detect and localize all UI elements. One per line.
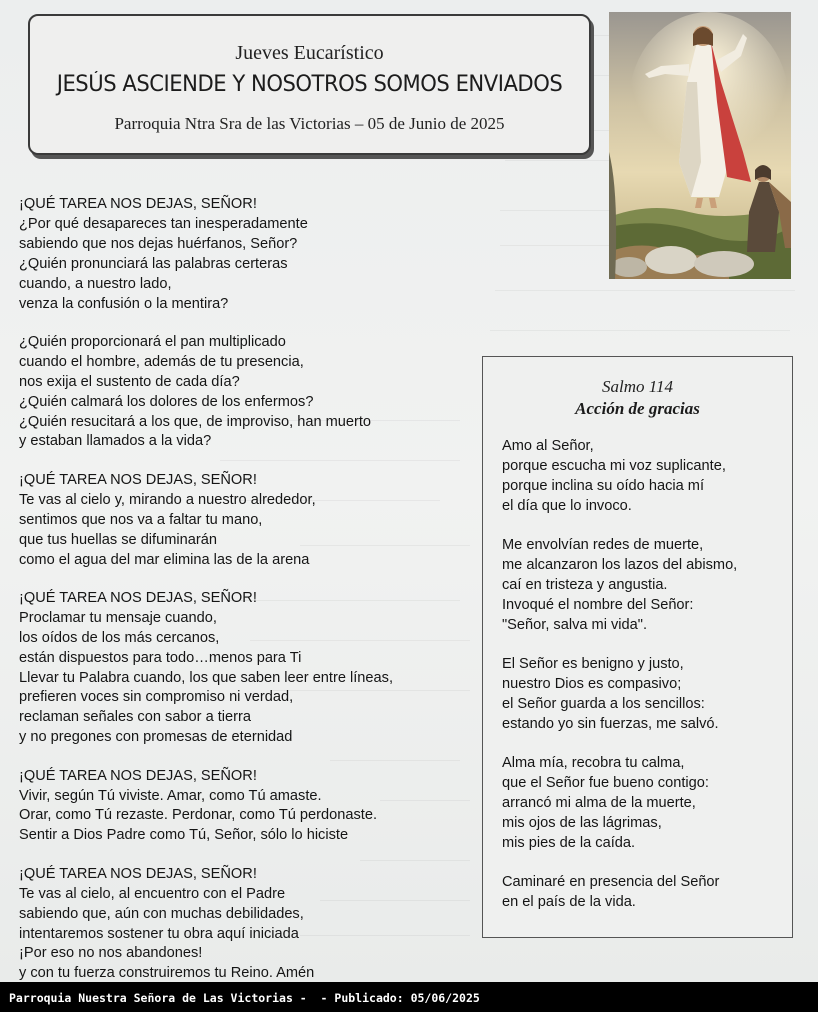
psalm-line: mis pies de la caída. — [502, 834, 636, 851]
poem-line: ¿Quién pronunciará las palabras certeras — [19, 255, 288, 272]
psalm-line: "Señor, salva mi vida". — [502, 616, 648, 633]
poem-line: los oídos de los más cercanos, — [19, 629, 220, 646]
poem-line: Te vas al cielo y, mirando a nuestro alrededor, — [19, 491, 316, 508]
psalm-line: que el Señor fue bueno contigo: — [502, 775, 709, 792]
poem-stanza — [19, 195, 479, 314]
poem-line: que tus huellas se difuminarán — [19, 531, 217, 548]
psalm-line: me alcanzaron los lazos del abismo, — [502, 557, 738, 574]
psalm-line: porque inclina su oído hacia mí — [502, 477, 705, 494]
page-title: JESÚS ASCIENDE Y NOSOTROS SOMOS ENVIADOS — [56, 72, 563, 97]
poem-line: Llevar tu Palabra cuando, los que saben leer entre líneas, — [19, 669, 394, 686]
poem-line: prefieren voces sin compromiso ni verdad, — [19, 689, 294, 706]
poem-line: reclaman señales con sabor a tierra — [19, 709, 251, 726]
psalm-line: el Señor guarda a los sencillos: — [502, 695, 705, 712]
psalm-line: Caminaré en presencia del Señor — [502, 874, 720, 891]
psalm-box — [482, 356, 793, 938]
poem-line: como el agua del mar elimina las de la arena — [19, 551, 310, 568]
poem-line: Vivir, según Tú viviste. Amar, como Tú amaste. — [19, 787, 322, 804]
poem-line: están dispuestos para todo…menos para Ti — [19, 649, 302, 666]
header-box — [28, 14, 591, 155]
psalm-title: Acción de gracias — [575, 399, 700, 418]
psalm-line: caí en tristeza y angustia. — [502, 576, 668, 593]
psalm-line: estando yo sin fuerzas, me salvó. — [502, 715, 719, 732]
poem-line: ¿Quién proporcionará el pan multiplicado — [19, 333, 286, 350]
poem-line: Proclamar tu mensaje cuando, — [19, 609, 217, 626]
psalm-line: nuestro Dios es compasivo; — [502, 676, 682, 693]
poem-line: Orar, como Tú rezaste. Perdonar, como Tú perdonaste. — [19, 807, 378, 824]
header-parish-date: Parroquia Ntra Sra de las Victorias – 05 de Junio de 2025 — [114, 114, 505, 133]
poem-line: ¡QUÉ TAREA NOS DEJAS, SEÑOR! — [19, 589, 257, 606]
poem-line: Te vas al cielo, al encuentro con el Padre — [19, 885, 286, 902]
ascension-of-jesus-image — [609, 12, 791, 279]
poem-line: ¡Por eso no nos abandones! — [19, 945, 203, 962]
poem-line: venza la confusión o la mentira? — [19, 295, 229, 312]
poem — [19, 195, 479, 982]
poem-stanza — [19, 333, 479, 452]
poem-line: ¿Por qué desapareces tan inesperadamente — [19, 215, 308, 232]
poem-line: nos exija el sustento de cada día? — [19, 373, 240, 390]
psalm-line: mis ojos de las lágrimas, — [502, 815, 662, 831]
psalm-stanza — [502, 536, 787, 636]
psalm-stanza — [502, 754, 787, 854]
poem-line: ¡QUÉ TAREA NOS DEJAS, SEÑOR! — [19, 196, 257, 212]
poem-stanza — [19, 471, 479, 571]
poem-line: Sentir a Dios Padre como Tú, Señor, sólo lo hiciste — [19, 827, 349, 844]
poem-line: ¡QUÉ TAREA NOS DEJAS, SEÑOR! — [19, 767, 257, 784]
poem-line: y estaban llamados a la vida? — [19, 433, 212, 450]
psalm-line: El Señor es benigno y justo, — [502, 656, 684, 673]
psalm-line: Alma mía, recobra tu calma, — [502, 755, 685, 772]
psalm-line: en el país de la vida. — [502, 894, 636, 911]
psalm-line: Me envolvían redes de muerte, — [502, 537, 704, 554]
header-subtitle: Jueves Eucarístico — [235, 42, 384, 64]
poem-line: ¿Quién resucitará a los que, de improviso, han muerto — [19, 413, 372, 430]
poem-line: y con tu fuerza construiremos tu Reino. Amén — [19, 965, 315, 982]
poem-line: ¡QUÉ TAREA NOS DEJAS, SEÑOR! — [19, 865, 257, 882]
psalm-stanza — [502, 437, 787, 517]
poem-line: sabiendo que, aún con muchas debilidades, — [19, 905, 304, 922]
psalm-number: Salmo 114 — [602, 377, 673, 396]
poem-line: ¿Quién calmará los dolores de los enfermos? — [19, 393, 314, 410]
poem-line: ¡QUÉ TAREA NOS DEJAS, SEÑOR! — [19, 471, 257, 488]
psalm-line: el día que lo invoco. — [502, 497, 632, 514]
psalm-line: arrancó mi alma de la muerte, — [502, 795, 696, 812]
poem-line: cuando el hombre, además de tu presencia, — [19, 353, 304, 370]
poem-stanza — [19, 589, 479, 748]
poem-line: sentimos que nos va a faltar tu mano, — [19, 511, 263, 528]
poem-stanza — [19, 865, 479, 982]
poem-line: sabiendo que nos dejas huérfanos, Señor? — [19, 235, 298, 252]
psalm-text — [502, 437, 787, 933]
poem-stanza — [19, 767, 479, 847]
footer-bar — [0, 982, 818, 1012]
poem-line: y no pregones con promesas de eternidad — [19, 729, 293, 746]
psalm-stanza — [502, 873, 787, 913]
footer-text: Parroquia Nuestra Señora de Las Victorias - - Publicado: 05/06/2025 — [9, 991, 480, 1005]
poem-line: intentaremos sostener tu obra aquí iniciada — [19, 925, 299, 942]
psalm-line: porque escucha mi voz suplicante, — [502, 457, 726, 474]
psalm-stanza — [502, 655, 787, 735]
psalm-line: Amo al Señor, — [502, 438, 594, 454]
poem-line: cuando, a nuestro lado, — [19, 275, 172, 292]
psalm-line: Invoqué el nombre del Señor: — [502, 596, 694, 613]
